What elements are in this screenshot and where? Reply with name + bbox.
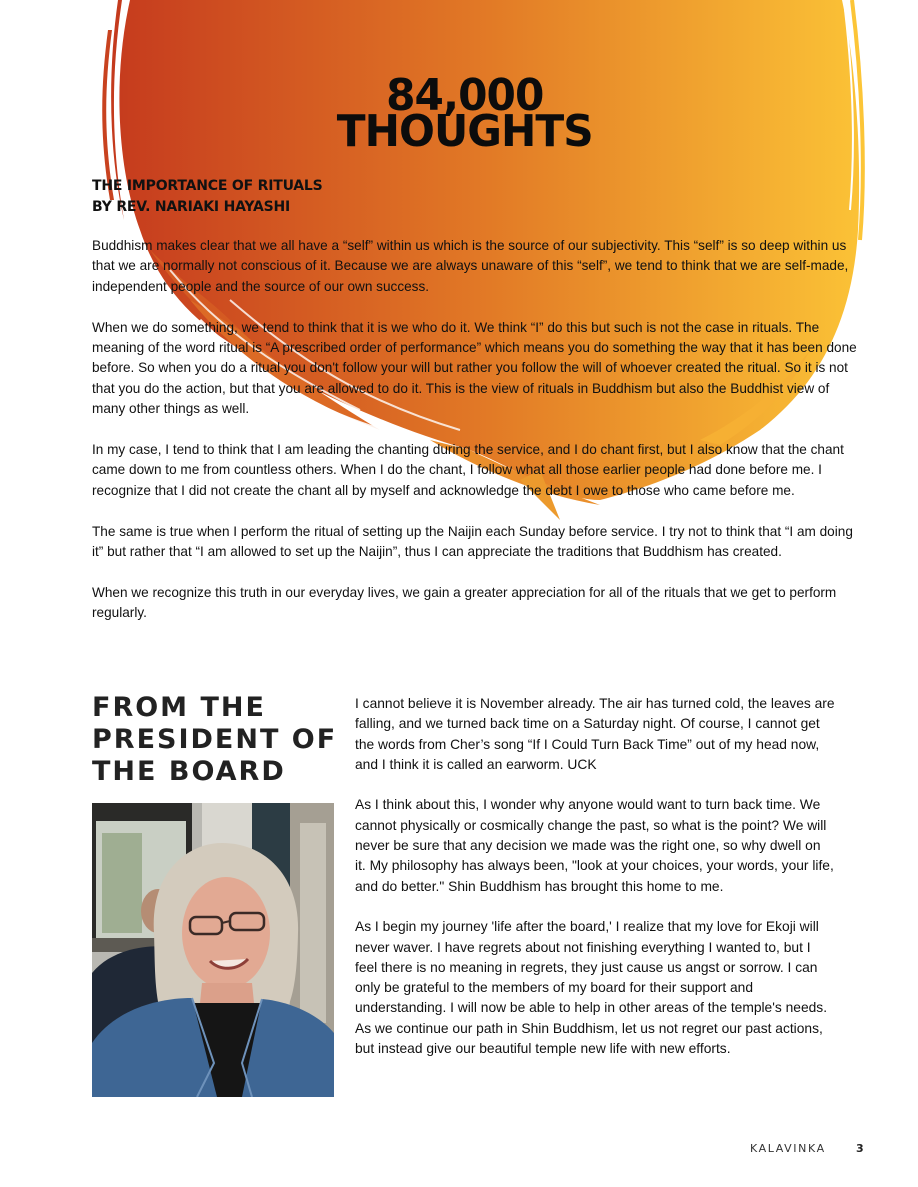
president-portrait-photo bbox=[92, 803, 334, 1097]
heading-line: PRESIDENT OF bbox=[92, 724, 338, 755]
portrait-illustration bbox=[92, 803, 334, 1097]
heading-line: THE BOARD bbox=[92, 756, 286, 787]
article-paragraph: In my case, I tend to think that I am leading the chanting during the service, and I do chant first, but I also know that the chant came down to me from countless others. When I do the chant, I follow what all those earlier people had done before me. I recognize that I did not create the chant all by myself and acknowledge the debt I owe to those who came before me. bbox=[92, 442, 844, 498]
president-section-heading bbox=[92, 692, 337, 788]
president-paragraph: As I begin my journey 'life after the board,' I realize that my love for Ekoji will never waver. I have regrets about not finishing everything I wanted to, but I feel there is no meaning in regrets, they just cause us angst or sorrow. I can only be grateful to the members of my board for their support and understanding. I will now be able to help in other areas of the temple's needs. As we continue our path in Shin Buddhism, let us not regret our past actions, but instead give our beautiful temple new life with new efforts. bbox=[355, 919, 828, 1057]
article-paragraph: When we do something, we tend to think that it is we who do it. We think “I” do this but such is not the case in rituals. The meaning of the word ritual is “A prescribed order of performance” which means you do something the way that it has been done before. So when you do a ritual you don't follow your will but rather you follow the will of whoever created the ritual. So it is not that you do the action, but that you are allowed to do it. This is the view of rituals in Buddhism but also the Buddhist view of many other things as well. bbox=[92, 319, 857, 417]
heading-line: FROM THE bbox=[92, 692, 266, 723]
title-line-2: THOUGHTS bbox=[336, 106, 593, 157]
article-paragraph: The same is true when I perform the ritual of setting up the Naijin each Sunday before service. I try not to think that “I am doing it” but rather that “I am allowed to set up the Naijin”, thus I can appreciate the traditions that Buddhism has created. bbox=[92, 523, 853, 560]
article-title: THE IMPORTANCE OF RITUALS bbox=[92, 178, 323, 194]
article-paragraph: Buddhism makes clear that we all have a “self” within us which is the source of our subjectivity. This “self” is so deep within us that we are normally not conscious of it. Because we are always unaware of this “self”, we tend to think that we are self-made, independent people and the source of our own success. bbox=[92, 238, 849, 294]
article-byline: BY REV. NARIAKI HAYASHI bbox=[92, 199, 291, 215]
newsletter-section-title bbox=[0, 70, 918, 157]
article-body bbox=[92, 236, 862, 644]
article-header bbox=[92, 176, 323, 218]
president-paragraph: As I think about this, I wonder why anyone would want to turn back time. We cannot physically or cosmically change the past, so what is the point? We will never be sure that any decision we made was the right one, so why dwell on it. My philosophy has always been, "look at your choices, your words, your life, and do better." Shin Buddhism has brought this home to me. bbox=[355, 797, 834, 894]
president-paragraph: I cannot believe it is November already. The air has turned cold, the leaves are falling, and we turned back time on a Saturday night. Of course, I cannot get the words from Cher’s song “If I Could Turn Back Time” out of my head now, and I think it is called an earworm. UCK bbox=[355, 696, 835, 772]
president-message-body bbox=[355, 694, 835, 1080]
publication-name: KALAVINKA bbox=[750, 1142, 826, 1155]
page-number: 3 bbox=[856, 1142, 864, 1155]
title-line-1: 84,000 bbox=[386, 70, 544, 121]
article-paragraph: When we recognize this truth in our everyday lives, we gain a greater appreciation for all of the rituals that we get to perform regularly. bbox=[92, 584, 837, 621]
